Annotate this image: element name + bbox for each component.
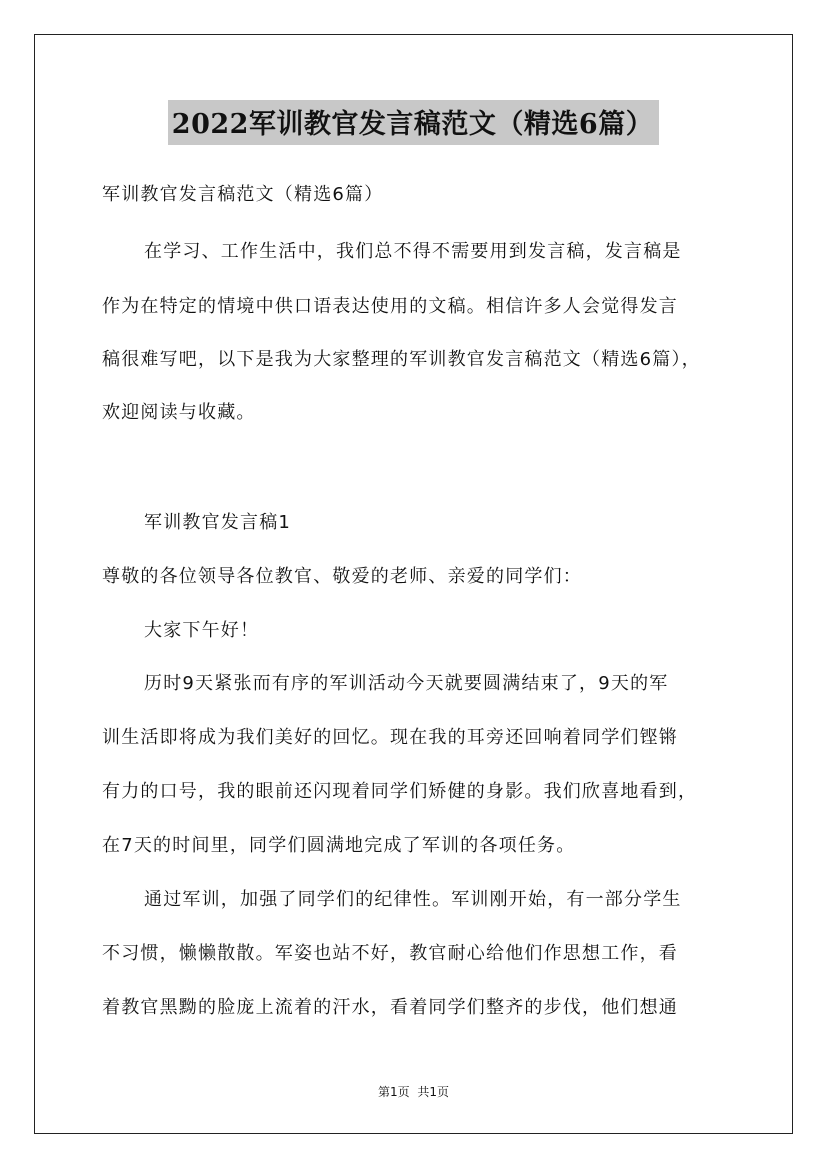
paragraph-line: 作为在特定的情境中供口语表达使用的文稿。相信许多人会觉得发言 — [102, 296, 678, 317]
title-container — [0, 100, 827, 145]
page-total: 共1页 — [417, 1085, 450, 1099]
document-title: 2022军训教官发言稿范文（精选6篇） — [168, 100, 659, 145]
paragraph-line: 在学习、工作生活中，我们总不得不需要用到发言稿，发言稿是 — [144, 241, 682, 262]
paragraph-line: 欢迎阅读与收藏。 — [102, 402, 256, 423]
paragraph-line: 有力的口号，我的眼前还闪现着同学们矫健的身影。我们欣喜地看到， — [102, 781, 698, 802]
paragraph-line: 历时9天紧张而有序的军训活动今天就要圆满结束了，9天的军 — [144, 673, 669, 694]
paragraph-line: 不习惯，懒懒散散。军姿也站不好，教官耐心给他们作思想工作，看 — [102, 943, 678, 964]
document-subtitle: 军训教官发言稿范文（精选6篇） — [102, 184, 384, 205]
paragraph-line: 在7天的时间里，同学们圆满地完成了军训的各项任务。 — [102, 835, 576, 856]
greeting-line: 大家下午好！ — [144, 620, 260, 641]
section-heading: 军训教官发言稿1 — [144, 512, 292, 533]
page-footer — [0, 1083, 827, 1100]
paragraph-line: 着教官黑黝的脸庞上流着的汗水，看着同学们整齐的步伐，他们想通 — [102, 997, 678, 1018]
page-number: 第1页 — [377, 1085, 410, 1099]
paragraph-line: 通过军训，加强了同学们的纪律性。军训刚开始，有一部分学生 — [144, 889, 682, 910]
paragraph-line: 训生活即将成为我们美好的回忆。现在我的耳旁还回响着同学们铿锵 — [102, 727, 678, 748]
paragraph-line: 稿很难写吧，以下是我为大家整理的军训教官发言稿范文（精选6篇）， — [102, 349, 701, 370]
salutation-line: 尊敬的各位领导各位教官、敬爱的老师、亲爱的同学们： — [102, 566, 582, 587]
